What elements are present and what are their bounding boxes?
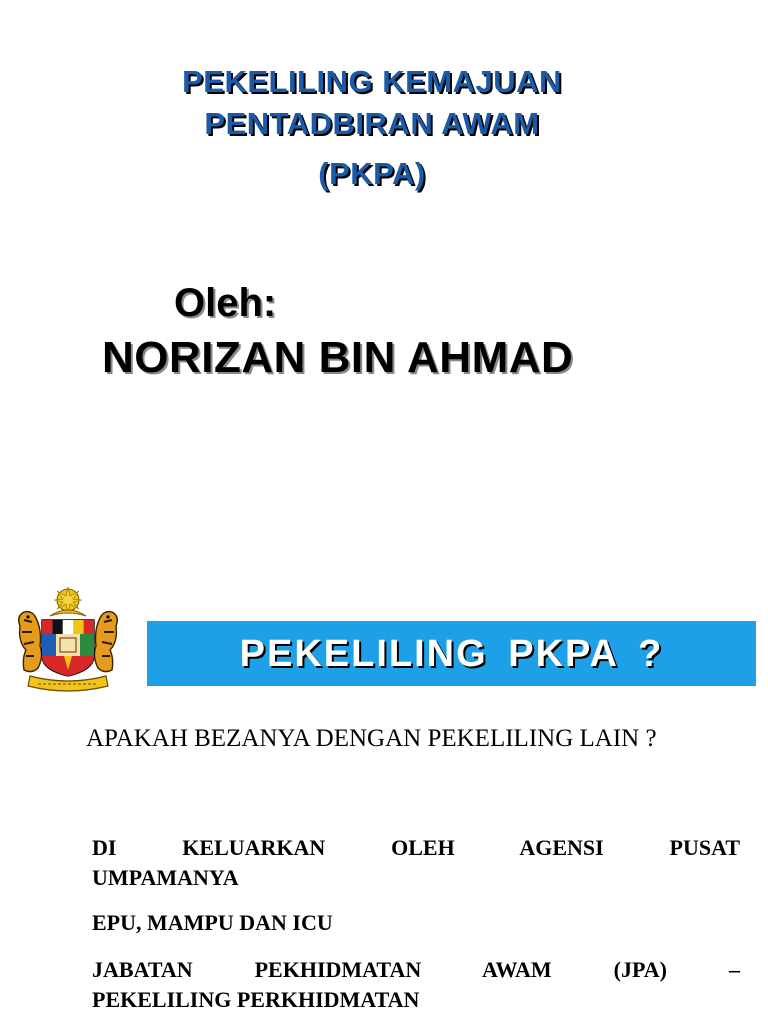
point-3-line-2: PEKELILING PERKHIDMATAN <box>92 987 420 1012</box>
shield-icon <box>42 620 94 676</box>
author-name: NORIZAN BIN AHMAD <box>102 333 574 382</box>
question-text: APAKAH BEZANYA DENGAN PEKELILING LAIN ? <box>86 725 657 752</box>
point-1-line-1: DI KELUARKAN OLEH AGENSI PUSAT <box>92 835 740 860</box>
point-3 <box>92 955 740 1015</box>
malaysia-coat-of-arms-icon <box>12 586 124 696</box>
right-tiger-icon <box>94 612 117 672</box>
title-banner <box>147 621 756 686</box>
author-label: Oleh: <box>174 281 277 325</box>
point-1 <box>92 833 740 893</box>
point-1-line-2: UMPAMANYA <box>92 865 239 890</box>
banner-title: PEKELILING PKPA ? <box>239 633 664 675</box>
crescent-icon <box>50 610 86 616</box>
motto-scroll-icon <box>28 676 108 691</box>
federal-star-icon <box>54 587 82 613</box>
point-2-line-1: EPU, MAMPU DAN ICU <box>92 910 333 935</box>
point-2 <box>92 908 740 938</box>
title-line-1: PEKELILING KEMAJUAN <box>182 64 562 99</box>
title-line-2: PENTADBIRAN AWAM <box>204 106 540 141</box>
left-tiger-icon <box>19 612 42 672</box>
title-line-3: (PKPA) <box>318 156 426 191</box>
point-3-line-1: JABATAN PEKHIDMATAN AWAM (JPA) – <box>92 957 740 982</box>
